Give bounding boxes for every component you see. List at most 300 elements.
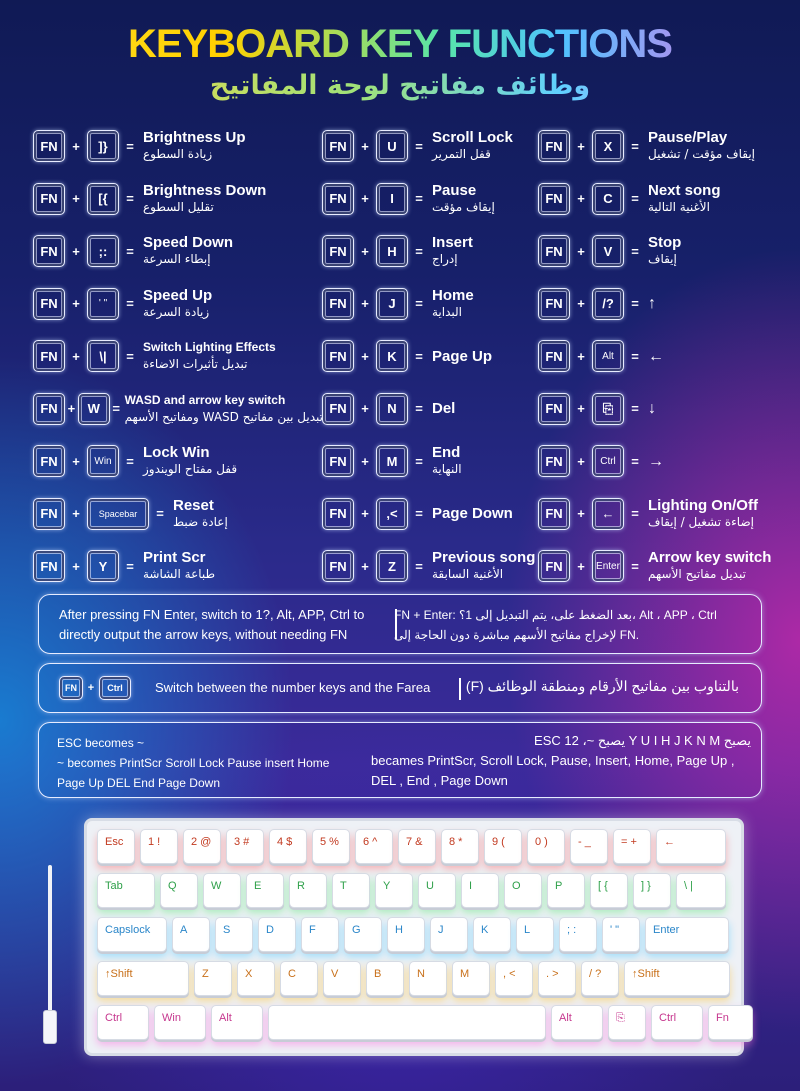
shortcut-label-arabic: زيادة السرعة: [143, 304, 210, 319]
plus-sign: +: [72, 243, 80, 259]
usb-plug: [43, 1010, 57, 1044]
shortcut-row: [538, 435, 800, 488]
note-esc-english: [57, 733, 377, 793]
plus-sign: +: [577, 296, 585, 312]
equals-sign: =: [415, 558, 423, 574]
shortcut-row: [33, 225, 323, 278]
shortcut-description: [432, 182, 495, 216]
fn-key: FN: [33, 130, 65, 162]
shortcut-label-arabic: البداية: [432, 304, 463, 319]
plus-sign: +: [577, 401, 585, 417]
note-esc: [38, 722, 762, 798]
keyboard-key: = +: [613, 829, 651, 864]
equals-sign: =: [631, 453, 639, 469]
keyboard-key: Ctrl: [651, 1005, 703, 1040]
keyboard-key: D: [258, 917, 296, 952]
keyboard-row-2: [97, 873, 726, 908]
plus-sign: +: [361, 348, 369, 364]
fn-key: FN: [322, 183, 354, 215]
combo-key: I: [376, 183, 408, 215]
plus-sign: +: [361, 558, 369, 574]
combo-key: /?: [592, 288, 624, 320]
shortcut-row: [322, 225, 542, 278]
plus-sign: +: [361, 138, 369, 154]
shortcut-label-english: ←: [648, 347, 664, 365]
keyboard-key: H: [387, 917, 425, 952]
page-title: KEYBOARD KEY FUNCTIONS: [0, 20, 800, 68]
shortcut-description: [432, 234, 473, 268]
shortcut-row: [538, 120, 800, 173]
combo-key: N: [376, 393, 408, 425]
note-fn-enter-arabic: FN + Enter: بعد الضغط على، يتم التبديل إلى 1؟، Alt ، APP ، Ctrl لإخراج مفاتيح الأسهم مباشرة دون الحاجة إلى FN.: [394, 608, 717, 642]
plus-sign: +: [361, 401, 369, 417]
equals-sign: =: [415, 296, 423, 312]
shortcut-description: [648, 295, 656, 312]
plus-sign: +: [577, 558, 585, 574]
combo-key: ]}: [87, 130, 119, 162]
keyboard-key: 8 *: [441, 829, 479, 864]
shortcut-description: [143, 549, 215, 583]
shortcut-label-english: Lock Win: [143, 444, 210, 462]
combo-key: Spacebar: [87, 498, 149, 530]
keyboard-image: [84, 818, 744, 1056]
equals-sign: =: [126, 243, 134, 259]
shortcut-label-english: Insert: [432, 234, 473, 252]
shortcut-description: [648, 234, 681, 268]
fn-key: FN: [538, 288, 570, 320]
shortcut-row: [33, 383, 323, 436]
keyboard-key: T: [332, 873, 370, 908]
equals-sign: =: [126, 296, 134, 312]
equals-sign: =: [631, 138, 639, 154]
plus-sign: +: [361, 453, 369, 469]
fn-key: FN: [33, 235, 65, 267]
shortcut-description: [648, 497, 758, 531]
shortcut-description: [143, 339, 276, 373]
equals-sign: =: [126, 348, 134, 364]
shortcut-label-arabic: إعادة ضبط: [173, 514, 228, 529]
combo-key: J: [376, 288, 408, 320]
combo-key: [{: [87, 183, 119, 215]
plus-sign: +: [72, 506, 80, 522]
keyboard-row-4: [97, 961, 730, 996]
keyboard-key: 9 (: [484, 829, 522, 864]
shortcut-label-english: Arrow key switch: [648, 549, 772, 567]
fn-key: FN: [322, 550, 354, 582]
shortcut-label-arabic: الأغنية التالية: [648, 199, 710, 214]
shortcut-label-english: Reset: [173, 496, 214, 514]
keyboard-key: M: [452, 961, 490, 996]
shortcut-row: [322, 278, 542, 331]
shortcut-description: [648, 182, 721, 216]
keyboard-key: U: [418, 873, 456, 908]
keyboard-key: 4 $: [269, 829, 307, 864]
shortcut-label-english: Brightness Up: [143, 129, 246, 147]
shortcut-description: [173, 497, 228, 531]
ctrl-key: Ctrl: [99, 676, 131, 700]
keyboard-key: 0 ): [527, 829, 565, 864]
note-fn-ctrl-arabic: (F) بالتناوب بين مفاتيح الأرقام ومنطقة الوظائف: [465, 678, 739, 694]
plus-sign: +: [361, 243, 369, 259]
equals-sign: =: [126, 453, 134, 469]
shortcut-label-english: Next song: [648, 181, 721, 199]
combo-key: Z: [376, 550, 408, 582]
keyboard-key: Ctrl: [97, 1005, 149, 1040]
keyboard-key: ; :: [559, 917, 597, 952]
keyboard-key: \ |: [676, 873, 726, 908]
shortcut-description: [143, 182, 266, 216]
keyboard-key: C: [280, 961, 318, 996]
combo-key: X: [592, 130, 624, 162]
fn-key: FN: [322, 393, 354, 425]
shortcut-label-english: Print Scr: [143, 549, 206, 567]
shortcut-label-english: End: [432, 444, 461, 462]
combo-key: V: [592, 235, 624, 267]
equals-sign: =: [112, 401, 120, 417]
keyboard-key: L: [516, 917, 554, 952]
shortcut-row: [33, 540, 323, 593]
fn-key: FN: [33, 288, 65, 320]
shortcut-description: [143, 444, 237, 478]
shortcut-description: [648, 453, 664, 470]
keyboard-key: Y: [375, 873, 413, 908]
keyboard-key: - _: [570, 829, 608, 864]
shortcut-label-arabic: إيقاف مؤقت: [432, 199, 495, 214]
keyboard-key: / ?: [581, 961, 619, 996]
shortcut-row: [322, 120, 542, 173]
fn-key: FN: [33, 550, 65, 582]
fn-key: FN: [33, 393, 65, 425]
plus-sign: +: [361, 506, 369, 522]
shortcut-label-english: Brightness Down: [143, 181, 267, 199]
keyboard-key: K: [473, 917, 511, 952]
equals-sign: =: [631, 348, 639, 364]
shortcut-description: [432, 287, 474, 321]
shortcut-label-english: Stop: [648, 234, 682, 252]
plus-sign: +: [361, 296, 369, 312]
keyboard-key: [268, 1005, 546, 1040]
plus-sign: +: [577, 453, 585, 469]
plus-sign: +: [72, 191, 80, 207]
shortcut-row: [33, 278, 323, 331]
combo-key: M: [376, 445, 408, 477]
equals-sign: =: [126, 558, 134, 574]
shortcut-label-arabic: تبديل بين مفاتيح WASD ومفاتيح الأسهم: [124, 409, 323, 424]
plus-sign: +: [87, 682, 95, 694]
keyboard-key: ] }: [633, 873, 671, 908]
equals-sign: =: [631, 401, 639, 417]
combo-key: Y: [87, 550, 119, 582]
plus-sign: +: [72, 558, 80, 574]
equals-sign: =: [156, 506, 164, 522]
keyboard-key: Tab: [97, 873, 155, 908]
fn-key: FN: [538, 498, 570, 530]
note-esc-arabic-line1: ESC يصبح ~، 12 Y U I H J K N M يصبح: [534, 733, 751, 748]
fn-key: FN: [322, 445, 354, 477]
shortcut-row: [322, 435, 542, 488]
shortcut-row: [538, 330, 800, 383]
shortcut-row: [322, 383, 542, 436]
shortcut-label-arabic: إبطاء السرعة: [143, 252, 211, 267]
shortcut-label-english: Page Up: [432, 347, 493, 365]
shortcut-label-arabic: قفل مفتاح الويندوز: [143, 462, 238, 477]
shortcut-description: [432, 549, 535, 583]
shortcut-description: [648, 129, 755, 163]
fn-key: FN: [322, 288, 354, 320]
note-fn-enter-english: After pressing FN Enter, switch to 1?, Alt, APP, Ctrl to directly output the arrow keys, without needing FN: [59, 607, 365, 642]
keyboard-key: W: [203, 873, 241, 908]
keyboard-key: . >: [538, 961, 576, 996]
fn-key: FN: [33, 340, 65, 372]
combo-key: Enter: [592, 550, 624, 582]
fn-key: FN: [322, 498, 354, 530]
keyboard-key: 1 !: [140, 829, 178, 864]
plus-sign: +: [72, 138, 80, 154]
shortcut-label-arabic: طباعة الشاشة: [143, 567, 216, 582]
shortcut-label-arabic: قفل التمرير: [432, 147, 491, 162]
fn-key: FN: [59, 676, 83, 700]
equals-sign: =: [631, 296, 639, 312]
equals-sign: =: [631, 243, 639, 259]
combo-key: ' ": [87, 288, 119, 320]
shortcut-row: [322, 173, 542, 226]
combo-key: ←: [592, 498, 624, 530]
shortcut-label-english: Scroll Lock: [432, 129, 513, 147]
equals-sign: =: [415, 506, 423, 522]
plus-sign: +: [577, 138, 585, 154]
keyboard-key: 7 &: [398, 829, 436, 864]
keyboard-key: [ {: [590, 873, 628, 908]
shortcut-column-2: [322, 120, 542, 593]
keyboard-key: P: [547, 873, 585, 908]
equals-sign: =: [126, 191, 134, 207]
keyboard-key: R: [289, 873, 327, 908]
shortcut-label-english: Speed Up: [143, 286, 213, 304]
equals-sign: =: [415, 401, 423, 417]
shortcut-label-english: Home: [432, 286, 474, 304]
keyboard-key: Esc: [97, 829, 135, 864]
plus-sign: +: [67, 401, 76, 417]
keyboard-key: Enter: [645, 917, 729, 952]
shortcut-row: [538, 278, 800, 331]
combo-key: ;:: [87, 235, 119, 267]
keyboard-key: Z: [194, 961, 232, 996]
keyboard-key: V: [323, 961, 361, 996]
page-subtitle-arabic: وظائف مفاتيح لوحة المفاتيح: [0, 68, 800, 104]
shortcut-column-1: [33, 120, 323, 593]
keyboard-key: Alt: [551, 1005, 603, 1040]
shortcut-row: [33, 488, 323, 541]
fn-key: FN: [33, 498, 65, 530]
combo-key: ,<: [376, 498, 408, 530]
shortcut-label-english: Previous song: [432, 549, 536, 567]
note-esc-english-line2: ~ becomes PrintScr Scroll Lock Pause insert Home: [57, 756, 330, 770]
header: [0, 20, 800, 104]
keyboard-key: N: [409, 961, 447, 996]
keyboard-key: J: [430, 917, 468, 952]
shortcut-label-arabic: تبديل مفاتيح الأسهم: [648, 567, 746, 582]
shortcut-row: [538, 173, 800, 226]
shortcut-row: [33, 120, 323, 173]
note-fn-ctrl: [38, 663, 762, 713]
shortcut-row: [33, 435, 323, 488]
fn-key: FN: [538, 445, 570, 477]
keyboard-key: F: [301, 917, 339, 952]
keyboard-key: ↑Shift: [97, 961, 189, 996]
fn-key: FN: [322, 235, 354, 267]
note-fn-enter: [38, 594, 762, 654]
plus-sign: +: [72, 453, 80, 469]
combo-key: U: [376, 130, 408, 162]
note-fn-ctrl-english: Switch between the number keys and the Farea: [155, 680, 431, 695]
plus-sign: +: [577, 348, 585, 364]
shortcut-description: [432, 129, 513, 163]
note-esc-arabic-line3: DEL , End , Page Down: [371, 773, 508, 788]
fn-key: FN: [33, 183, 65, 215]
combo-key: Win: [87, 445, 119, 477]
keyboard-key: Capslock: [97, 917, 167, 952]
keyboard-key: I: [461, 873, 499, 908]
shortcut-label-english: ↑: [648, 295, 656, 313]
combo-key: C: [592, 183, 624, 215]
shortcut-row: [538, 488, 800, 541]
equals-sign: =: [631, 506, 639, 522]
shortcut-column-3: [538, 120, 800, 593]
shortcut-row: [538, 383, 800, 436]
equals-sign: =: [415, 191, 423, 207]
fn-key: FN: [33, 445, 65, 477]
keyboard-key: X: [237, 961, 275, 996]
keyboard-key: E: [246, 873, 284, 908]
shortcut-label-english: Page Down: [432, 505, 513, 523]
shortcut-description: [432, 400, 455, 417]
combo-key: Ctrl: [592, 445, 624, 477]
shortcut-label-english: Pause/Play: [648, 129, 728, 147]
keyboard-key: ←: [656, 829, 726, 864]
shortcut-label-arabic: الأغنية السابقة: [432, 567, 504, 582]
shortcut-label-english: →: [648, 452, 664, 470]
divider: [459, 678, 461, 700]
fn-key: FN: [322, 130, 354, 162]
equals-sign: =: [415, 138, 423, 154]
shortcut-row: [322, 330, 542, 383]
shortcut-label-arabic: تقليل السطوع: [143, 199, 214, 214]
usb-cable: [48, 865, 52, 1015]
combo-key: ⎘: [592, 393, 624, 425]
shortcut-description: [432, 348, 492, 365]
shortcut-description: [143, 234, 233, 268]
fn-ctrl-combo: [59, 676, 131, 700]
note-esc-english-line1: ESC becomes ~: [57, 736, 145, 750]
shortcut-label-arabic: إيقاف مؤقت / تشغيل: [648, 147, 756, 162]
shortcut-description: [648, 549, 771, 583]
shortcut-description: [432, 505, 513, 522]
keyboard-key: 6 ^: [355, 829, 393, 864]
plus-sign: +: [72, 296, 80, 312]
fn-key: FN: [538, 550, 570, 582]
equals-sign: =: [126, 138, 134, 154]
plus-sign: +: [577, 506, 585, 522]
note-esc-arabic-line2: becames PrintScr, Scroll Lock, Pause, Insert, Home, Page Up ,: [371, 753, 735, 768]
plus-sign: +: [577, 191, 585, 207]
keyboard-key: B: [366, 961, 404, 996]
equals-sign: =: [415, 453, 423, 469]
shortcut-label-arabic: إيقاف: [648, 252, 677, 267]
shortcut-row: [33, 330, 323, 383]
equals-sign: =: [631, 558, 639, 574]
shortcut-label-english: Lighting On/Off: [648, 496, 758, 514]
note-esc-arabic: [371, 731, 751, 791]
keyboard-key: Fn: [708, 1005, 753, 1040]
equals-sign: =: [631, 191, 639, 207]
shortcut-description: [125, 392, 323, 426]
shortcut-label-english: Del: [432, 400, 456, 418]
shortcut-description: [143, 129, 246, 163]
keyboard-key: ⎘: [608, 1005, 646, 1040]
combo-key: K: [376, 340, 408, 372]
shortcut-row: [322, 488, 542, 541]
keyboard-row-1: [97, 829, 726, 864]
equals-sign: =: [415, 348, 423, 364]
keyboard-key: 2 @: [183, 829, 221, 864]
shortcut-row: [538, 225, 800, 278]
keyboard-key: G: [344, 917, 382, 952]
shortcut-label-arabic: إدراج: [432, 252, 458, 267]
keyboard-key: , <: [495, 961, 533, 996]
combo-key: \|: [87, 340, 119, 372]
keyboard-row-3: [97, 917, 729, 952]
plus-sign: +: [361, 191, 369, 207]
fn-key: FN: [538, 183, 570, 215]
shortcut-label-arabic: النهاية: [432, 462, 462, 477]
note-esc-english-line3: Page Up DEL End Page Down: [57, 776, 220, 790]
keyboard-key: A: [172, 917, 210, 952]
keyboard-row-5: [97, 1005, 753, 1040]
shortcut-description: [648, 400, 656, 417]
shortcut-label-arabic: تبديل تأثيرات الاضاءة: [143, 357, 248, 372]
shortcut-row: [322, 540, 542, 593]
fn-key: FN: [322, 340, 354, 372]
shortcut-description: [432, 444, 462, 478]
fn-key: FN: [538, 393, 570, 425]
keyboard-key: ' ": [602, 917, 640, 952]
keyboard-key: O: [504, 873, 542, 908]
keyboard-key: Alt: [211, 1005, 263, 1040]
combo-key: W: [78, 393, 110, 425]
keyboard-key: 3 #: [226, 829, 264, 864]
combo-key: Alt: [592, 340, 624, 372]
fn-key: FN: [538, 235, 570, 267]
shortcut-row: [33, 173, 323, 226]
equals-sign: =: [415, 243, 423, 259]
plus-sign: +: [72, 348, 80, 364]
shortcut-label-english: Pause: [432, 181, 477, 199]
shortcut-label-arabic: زيادة السطوع: [143, 147, 213, 162]
shortcut-label-english: Speed Down: [143, 234, 234, 252]
keyboard-key: S: [215, 917, 253, 952]
plus-sign: +: [577, 243, 585, 259]
shortcut-label-english: WASD and arrow key switch: [124, 392, 286, 407]
fn-key: FN: [538, 340, 570, 372]
keyboard-key: Win: [154, 1005, 206, 1040]
shortcut-label-english: Switch Lighting Effects: [143, 340, 276, 355]
keyboard-key: Q: [160, 873, 198, 908]
keyboard-key: 5 %: [312, 829, 350, 864]
shortcut-description: [648, 348, 664, 365]
shortcut-row: [538, 540, 800, 593]
keyboard-key: ↑Shift: [624, 961, 730, 996]
shortcut-label-english: ↓: [648, 400, 656, 418]
